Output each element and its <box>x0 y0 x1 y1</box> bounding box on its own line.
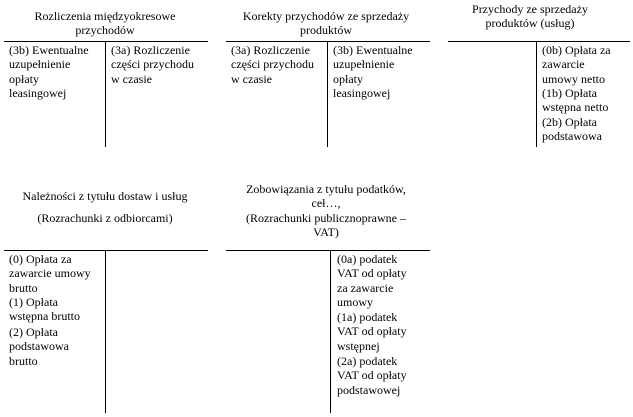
account-subtitle: (Rozrachunki z odbiorcami) <box>37 211 173 225</box>
credit-entry: (1a) podatek VAT od opłaty wstępnej <box>337 310 407 353</box>
account-divider <box>105 41 106 147</box>
account-title: Korekty przychodów ze sprzedaży produktów <box>242 9 410 38</box>
account-top-line <box>226 250 430 251</box>
account-title: Rozliczenia międzyokresowe przychodów <box>34 9 176 38</box>
account-divider <box>536 41 537 147</box>
account-top-line <box>226 41 430 42</box>
account-divider <box>330 250 331 413</box>
debit-entry: (3b) Ewentualne uzupełnienie opłaty leasingowej <box>9 43 89 101</box>
credit-entry: (0a) podatek VAT od opłaty za zawarcie umowy <box>337 252 407 310</box>
account-top-line <box>4 41 208 42</box>
account-title: Przychody ze sprzedaży produktów (usług) <box>472 2 588 31</box>
account-title: Zobowiązania z tytułu podatków, ceł…, (Rozrachunki publicznoprawne – VAT) <box>246 182 406 240</box>
account-top-line <box>448 41 630 42</box>
debit-entry: (0) Opłata za zawarcie umowy brutto <box>9 252 91 295</box>
debit-entry: (2) Opłata podstawowa brutto <box>9 325 69 368</box>
debit-entry: (3a) Rozliczenie części przychodu w czasie <box>231 43 314 86</box>
credit-entry: (2a) podatek VAT od opłaty podstawowej <box>337 354 407 397</box>
credit-entry: (0b) Opłata za zawarcie umowy netto <box>542 43 611 86</box>
account-title: Należności z tytułu dostaw i usług <box>22 189 188 203</box>
debit-entry: (1) Opłata wstępna brutto <box>9 295 80 324</box>
account-top-line <box>4 250 208 251</box>
credit-entry: (1b) Opłata wstępna netto <box>542 86 609 115</box>
credit-entry: (3b) Ewentualne uzupełnienie opłaty leasingowej <box>333 43 413 101</box>
account-divider <box>105 250 106 413</box>
credit-entry: (3a) Rozliczenie części przychodu w czasie <box>111 43 194 86</box>
credit-entry: (2b) Opłata podstawowa <box>542 115 602 144</box>
account-divider <box>327 41 328 147</box>
